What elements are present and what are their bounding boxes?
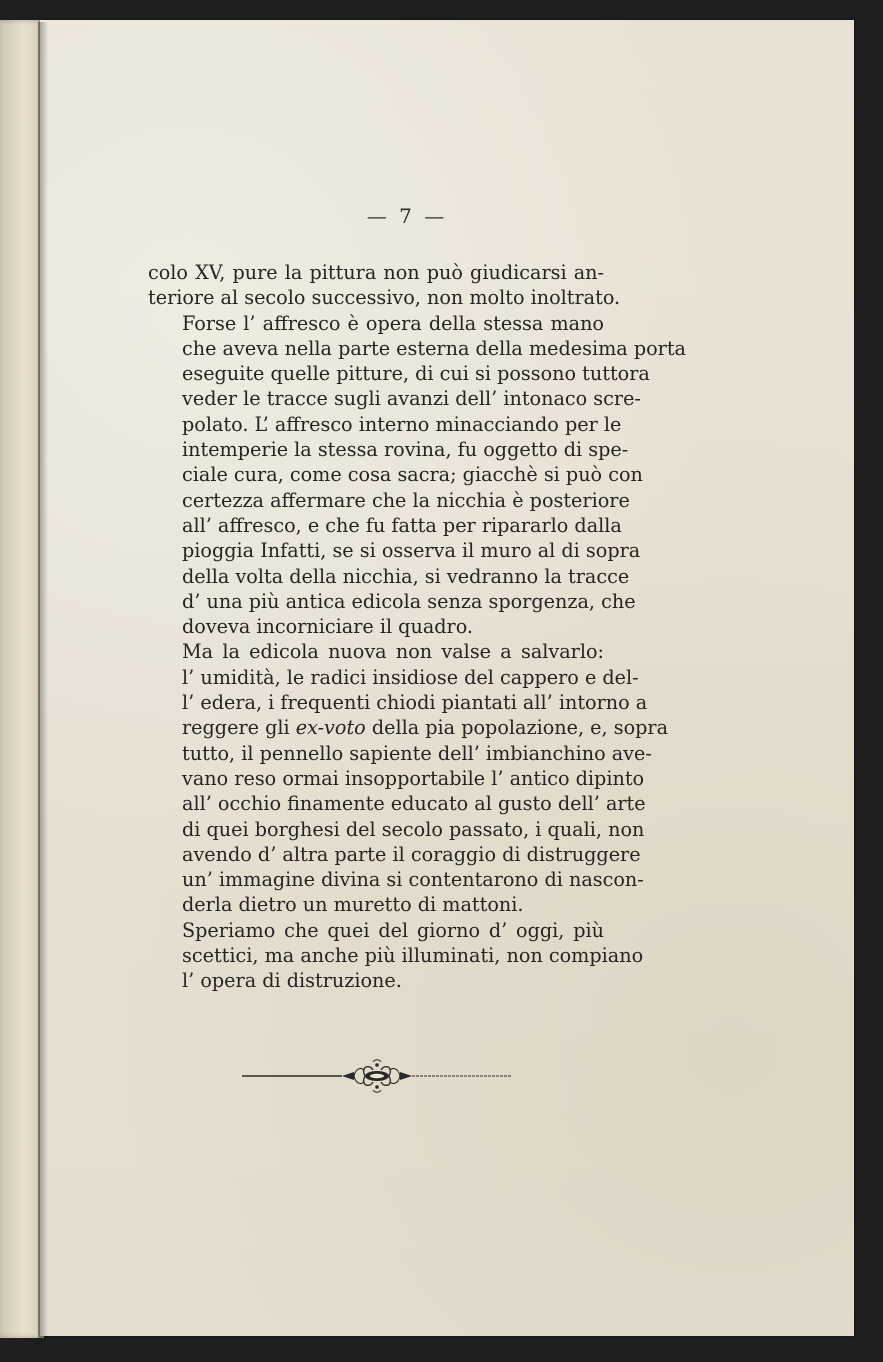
text-line: eseguite quelle pitture, di cui si possono tuttora (182, 362, 650, 386)
flourish-divider-icon (242, 1058, 512, 1094)
text-line: teriore al secolo successivo, non molto inoltrato. (148, 286, 621, 310)
text-line: certezza affermare che la nicchia è posteriore (182, 488, 630, 512)
text-line: l’ umidità, le radici insidiose del cappero e del- (182, 665, 639, 689)
paragraph (148, 311, 686, 640)
italic-term: ex-voto (295, 716, 366, 740)
text-line: doveva incorniciare il quadro. (182, 615, 474, 639)
text-line: avendo d’ altra parte il coraggio di distruggere (182, 842, 641, 866)
text-line: d’ una più antica edicola senza sporgenza, che (182, 589, 636, 613)
text-line: che aveva nella parte esterna della medesima porta (182, 336, 686, 360)
text-line: Ma la edicola nuova non valse a salvarlo: (182, 640, 604, 664)
text-line: Forse l’ affresco è opera della stessa mano (182, 311, 604, 335)
text-line: veder le tracce sugli avanzi dell’ intonaco scre- (182, 387, 641, 411)
text-line: l’ edera, i frequenti chiodi piantati all’ intorno a (182, 691, 648, 715)
page-number: — 7 — (366, 204, 448, 228)
text-line: colo XV, pure la pittura non può giudicarsi an- (148, 261, 604, 284)
text-line: l’ opera di distruzione. (182, 969, 402, 993)
text-line: di quei borghesi del secolo passato, i quali, non (182, 817, 645, 841)
text-line: all’ affresco, e che fu fatta per ripararlo dalla (182, 513, 622, 537)
text-line: derla dietro un muretto di mattoni. (182, 893, 524, 917)
text-line: un’ immagine divina si contentarono di nascon- (182, 868, 644, 892)
text-line: pioggia Infatti, se si osserva il muro al di sopra (182, 539, 641, 563)
book-page (40, 20, 854, 1336)
text-line: ciale cura, come cosa sacra; giacchè si può con (182, 463, 643, 487)
paragraph (148, 918, 644, 994)
text-line: scettici, ma anche più illuminati, non compiano (182, 944, 644, 968)
paragraph (148, 639, 669, 917)
text-line: reggere gli ex-voto della pia popolazione, e, sopra (182, 716, 669, 740)
paragraph (148, 260, 621, 311)
text-line: polato. L’ affresco interno minacciando per le (182, 412, 622, 436)
text-line: tutto, il pennello sapiente dell’ imbianchino ave- (182, 741, 652, 765)
text-line: all’ occhio finamente educato al gusto dell’ arte (182, 792, 646, 816)
text-line: intemperie la stessa rovina, fu oggetto di spe- (182, 438, 629, 462)
text-line: Speriamo che quei del giorno d’ oggi, più (182, 918, 604, 942)
body-text (148, 260, 686, 994)
text-line: vano reso ormai insopportabile l’ antico dipinto (182, 766, 645, 790)
spine-shadow (38, 22, 48, 1338)
text-line: della volta della nicchia, si vedranno la tracce (182, 564, 630, 588)
